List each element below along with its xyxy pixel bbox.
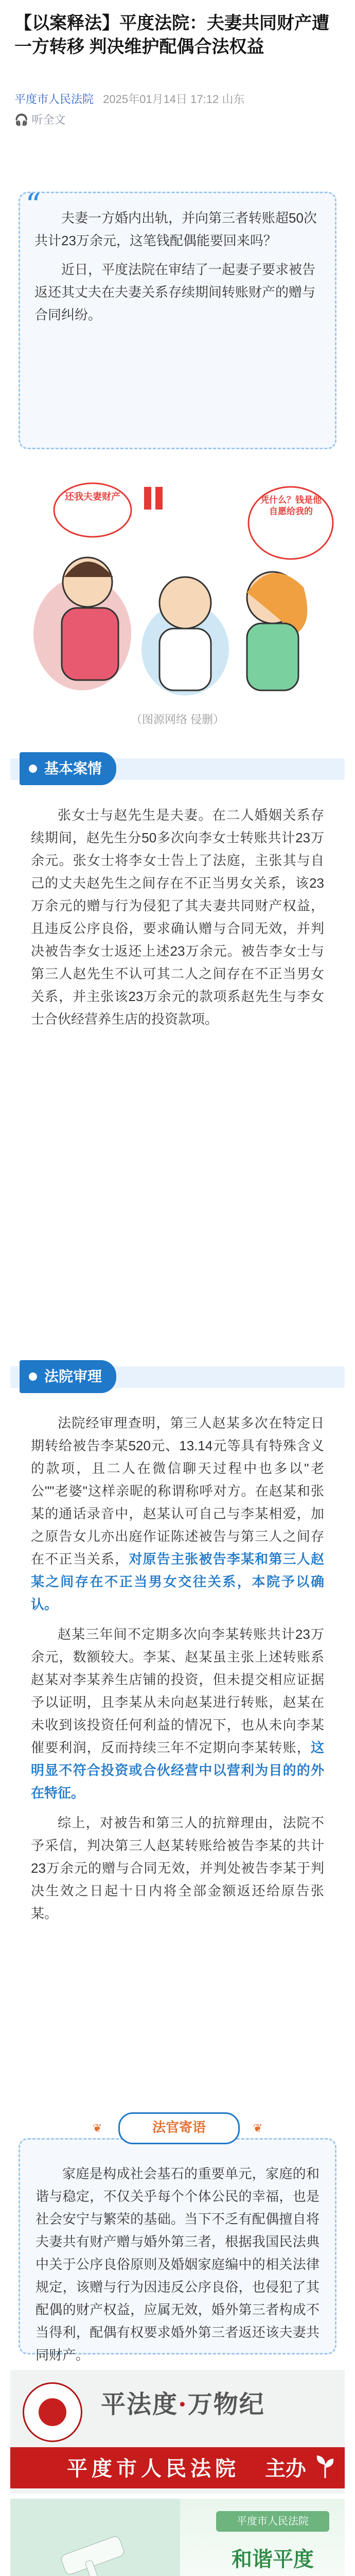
- trial-paragraph-1: [31, 1412, 324, 1616]
- publish-datetime: 2025年01月14日 17:12: [103, 93, 219, 106]
- trial-paragraph-3: 综上，对被告和第三人的抗辩理由，法院不予采信，判决第三人赵某转账给被告李某的共计23万余元的赠与合同无效，并判处被告李某于判决生效之日起十日内将全部金额返还给原告张某。: [31, 1815, 324, 1921]
- right-bubble-text: 凭什么？钱是他自愿给我的: [260, 495, 322, 516]
- intro-box: [19, 187, 336, 449]
- section-label: 法院审理: [44, 1368, 102, 1384]
- court-banner: [10, 2370, 345, 2494]
- section-heading-basic-facts: [10, 752, 345, 785]
- section-body-basic-facts: [31, 804, 324, 1038]
- article-meta: [14, 91, 244, 107]
- left-speech-bubble: [54, 483, 131, 537]
- bullet-icon: [29, 1372, 37, 1381]
- judge-message-label: 法官寄语: [118, 2112, 240, 2144]
- image-caption: （图源网络 侵删）: [130, 713, 225, 726]
- bullet-icon: [29, 765, 37, 773]
- leaf-icon: ❦: [93, 2122, 102, 2134]
- trial-paragraph-2: [31, 1623, 324, 1804]
- promo-tag: 平度市人民法院: [216, 2511, 329, 2532]
- trial-highlight: 这明显不符合投资或合伙经营中以营利为目的的外在特征。: [31, 1740, 324, 1801]
- intro-paragraph-1: 夫妻一方婚内出轨，并向第三者转账超50次共计23万余元，这笔钱配偶能要回来吗？: [34, 210, 317, 248]
- leaf-icon: ❦: [253, 2122, 262, 2134]
- banner-slogan: 平法度·万物纪: [101, 2390, 265, 2419]
- account-name-link[interactable]: 平度市人民法院: [14, 93, 94, 106]
- sprout-icon: [314, 2453, 336, 2479]
- basic-facts-paragraph: 张女士与赵先生是夫妻。在二人婚姻关系存续期间，赵先生分50多次向李女士转账共计23万余元。张女士将李女士告上了法庭，主张其与自己的丈夫赵先生之间存在不正当男女关系，该23万余元的赠与行为侵犯了其夫妻共同财产权益，且违反公序良俗，要求确认赠与合同无效，并判决被告李女士返还上述23万余元。被告李女士与第三人赵先生不认可其二人之间存在不正当男女关系，并主张该23万余元的款项系赵先生与李女士合伙经营养生店的投资款项。: [31, 807, 324, 1027]
- right-speech-bubble: [248, 487, 333, 559]
- trial-text: 法院经审理查明，第三人赵某多次在特定日期转给被告李某520元、13.14元等具有特殊含义的款项，且二人在微信聊天过程中也多以"老公""老婆"这样亲昵的称谓称呼对方。在赵某和张某的通话录音中，赵某认可自己与李某相爱，加之原告女儿亦出庭作证陈述被告与第三人之间存在不正当关系，: [31, 1415, 324, 1567]
- listen-full-text-button[interactable]: [14, 111, 66, 127]
- judge-message-heading: [87, 2112, 268, 2143]
- banner-host: 主办: [265, 2458, 306, 2480]
- quote-icon: “: [25, 187, 41, 223]
- promo-photo: [10, 2499, 180, 2576]
- promo-title: 和谐平度: [232, 2548, 314, 2571]
- judge-message-text: 家庭是构成社会基石的重要单元，家庭的和谐与稳定，不仅关乎每个个体公民的幸福，也是社会安宁与繁荣的基础。当下不乏有配偶擅自将夫妻共有财产赠与婚外第三者，根据我国民法典中关于公序良俗原则及婚姻家庭编中的相关法律规定，该赠与行为因违反公序良俗，也侵犯了其配偶的财产权益，应属无效，婚外第三者构成不当得利，配偶有权要求婚外第三者返还该夫妻共同财产。: [36, 2166, 319, 2363]
- left-bubble-text: 还我夫妻财产: [65, 492, 120, 502]
- court-emblem-icon: [23, 2382, 82, 2442]
- trial-highlight: 对原告主张被告李某和第三人赵某之间存在不正当男女交往关系，本院予以确认。: [31, 1551, 324, 1612]
- intro-paragraph-2: 近日，平度法院在审结了一起妻子要求被告返还其丈夫在夫妻关系存续期间转账财产的赠与合同纠纷。: [34, 262, 316, 323]
- cartoon-illustration: [15, 479, 340, 696]
- section-heading-court-trial: [10, 1360, 345, 1393]
- publish-location: 山东: [222, 93, 245, 106]
- headphone-icon: 🎧: [14, 113, 29, 126]
- gavel-icon: [31, 2530, 154, 2576]
- article-title: 【以案释法】平度法院：夫妻共同财产遭一方转移 判决维护配偶合法权益: [14, 13, 329, 57]
- judge-message-box: [19, 2138, 336, 2363]
- promo-banner: [10, 2499, 345, 2576]
- banner-court-name: 平度市人民法院: [67, 2458, 240, 2480]
- trial-text: 赵某三年间不定期多次向李某转账共计23万余元，数额较大。李某、赵某虽主张上述转账系赵某对李某养生店铺的投资，但未提交相应证据予以证明，且李某从未向赵某进行转账，赵某在未收到该投资任何利益的情况下，也从未向李某催要利润，反而持续三年不定期向李某转账，: [31, 1626, 324, 1755]
- section-body-court-trial: [31, 1412, 324, 1932]
- listen-label: 听全文: [31, 113, 66, 126]
- exclaim-icon: [144, 487, 151, 510]
- section-label: 基本案情: [44, 760, 102, 776]
